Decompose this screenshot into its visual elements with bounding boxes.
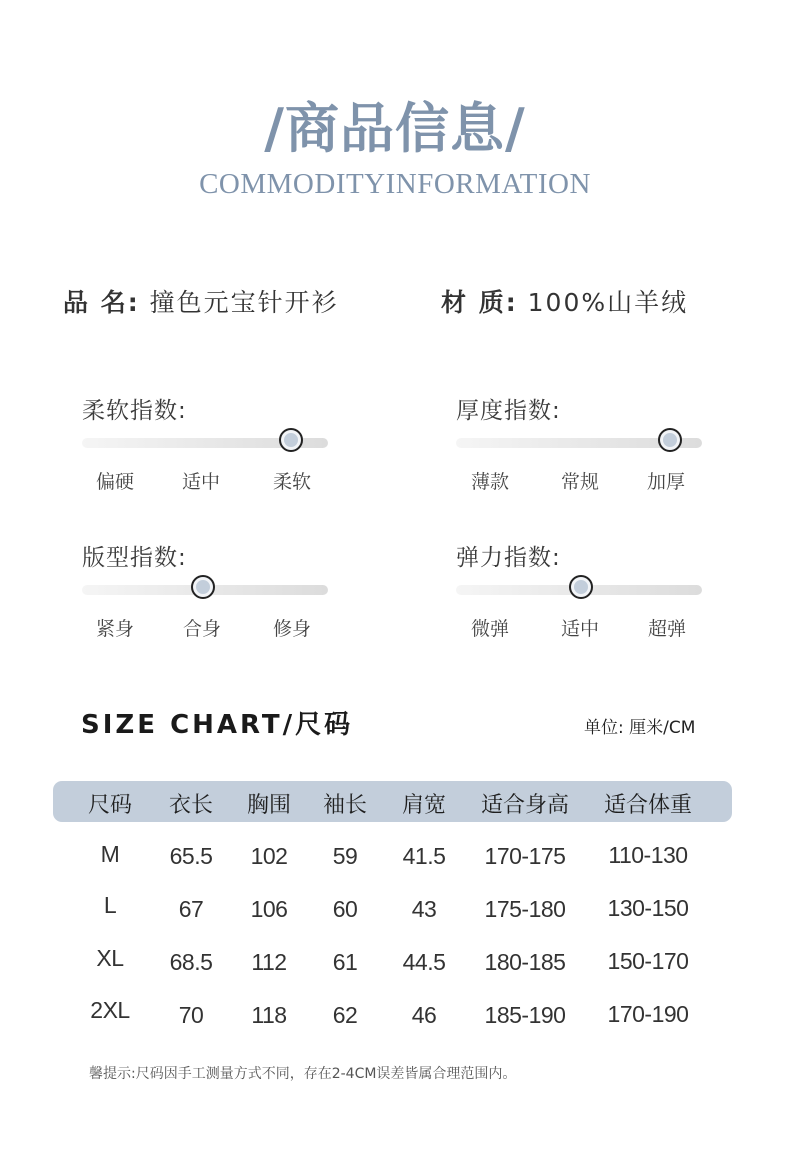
product-material-label: 材 质: bbox=[441, 288, 518, 317]
softness-tick-high: 柔软 bbox=[272, 471, 311, 493]
table-cell: M bbox=[100, 841, 120, 867]
fit-knob bbox=[191, 575, 215, 599]
table-cell: 43 bbox=[411, 896, 437, 922]
table-cell: 65.5 bbox=[169, 843, 213, 869]
softness-index-label: 柔软指数: bbox=[82, 398, 187, 424]
elasticity-index-label: 弹力指数: bbox=[456, 545, 561, 571]
table-cell: 118 bbox=[251, 1002, 287, 1028]
table-cell: 60 bbox=[332, 896, 358, 922]
thickness-index-label: 厚度指数: bbox=[456, 398, 561, 424]
header-chest: 胸围 bbox=[246, 793, 291, 818]
page-title: /商品信息/ bbox=[264, 96, 526, 160]
table-cell: 112 bbox=[251, 949, 287, 975]
header-shoulder: 肩宽 bbox=[401, 793, 446, 818]
thickness-tick-mid: 常规 bbox=[560, 471, 599, 493]
table-cell: 68.5 bbox=[169, 949, 213, 975]
elasticity-tick-mid: 适中 bbox=[560, 618, 599, 640]
table-cell: 70 bbox=[178, 1002, 204, 1028]
table-cell: 61 bbox=[332, 949, 358, 975]
product-name-label: 品 名: bbox=[63, 288, 140, 317]
fit-tick-low: 紧身 bbox=[95, 618, 134, 640]
softness-tick-mid: 适中 bbox=[181, 471, 220, 493]
table-cell: 102 bbox=[250, 843, 288, 869]
table-cell: 67 bbox=[178, 896, 204, 922]
table-cell: XL bbox=[96, 945, 124, 971]
product-name bbox=[63, 283, 339, 319]
table-cell: 110-130 bbox=[608, 842, 688, 868]
thickness-tick-low: 薄款 bbox=[470, 471, 509, 493]
table-cell: 41.5 bbox=[402, 843, 446, 869]
size-chart-title: SIZE CHART/尺码 bbox=[81, 710, 354, 740]
table-cell: 170-190 bbox=[607, 1001, 689, 1027]
page-subtitle: COMMODITYINFORMATION bbox=[199, 168, 591, 200]
header-weight: 适合体重 bbox=[603, 793, 692, 818]
elasticity-tick-low: 微弹 bbox=[470, 618, 509, 640]
table-cell: 170-175 bbox=[484, 843, 566, 869]
thickness-knob bbox=[658, 428, 682, 452]
softness-tick-low: 偏硬 bbox=[95, 471, 134, 493]
fit-index-label: 版型指数: bbox=[82, 545, 187, 571]
table-cell: 44.5 bbox=[402, 949, 446, 975]
table-cell: 106 bbox=[250, 896, 288, 922]
fit-tick-high: 修身 bbox=[272, 618, 311, 640]
size-note: 馨提示:尺码因手工测量方式不同，存在2-4CM误差皆属合理范围内。 bbox=[89, 1066, 517, 1082]
size-chart-unit: 单位: 厘米/CM bbox=[584, 718, 696, 738]
product-name-value: 撞色元宝针开衫 bbox=[149, 288, 339, 317]
elasticity-knob bbox=[569, 575, 593, 599]
table-cell: 130-150 bbox=[607, 895, 689, 921]
table-cell: 2XL bbox=[90, 997, 130, 1023]
header-height: 适合身高 bbox=[480, 793, 569, 818]
product-material-value: 100%山羊绒 bbox=[527, 288, 689, 317]
header-sleeve: 袖长 bbox=[322, 793, 367, 818]
table-cell: 46 bbox=[411, 1002, 437, 1028]
fit-tick-mid: 合身 bbox=[182, 618, 221, 640]
table-cell: 150-170 bbox=[607, 948, 689, 974]
product-material bbox=[441, 283, 688, 319]
thickness-tick-high: 加厚 bbox=[646, 471, 685, 493]
table-cell: 185-190 bbox=[484, 1002, 566, 1028]
table-cell: 175-180 bbox=[484, 896, 566, 922]
table-cell: 62 bbox=[332, 1002, 358, 1028]
table-cell: 59 bbox=[332, 843, 358, 869]
header-size: 尺码 bbox=[87, 793, 132, 818]
table-cell: L bbox=[103, 892, 117, 918]
softness-knob bbox=[279, 428, 303, 452]
header-length: 衣长 bbox=[168, 793, 213, 818]
elasticity-tick-high: 超弹 bbox=[647, 618, 686, 640]
table-cell: 180-185 bbox=[484, 949, 566, 975]
